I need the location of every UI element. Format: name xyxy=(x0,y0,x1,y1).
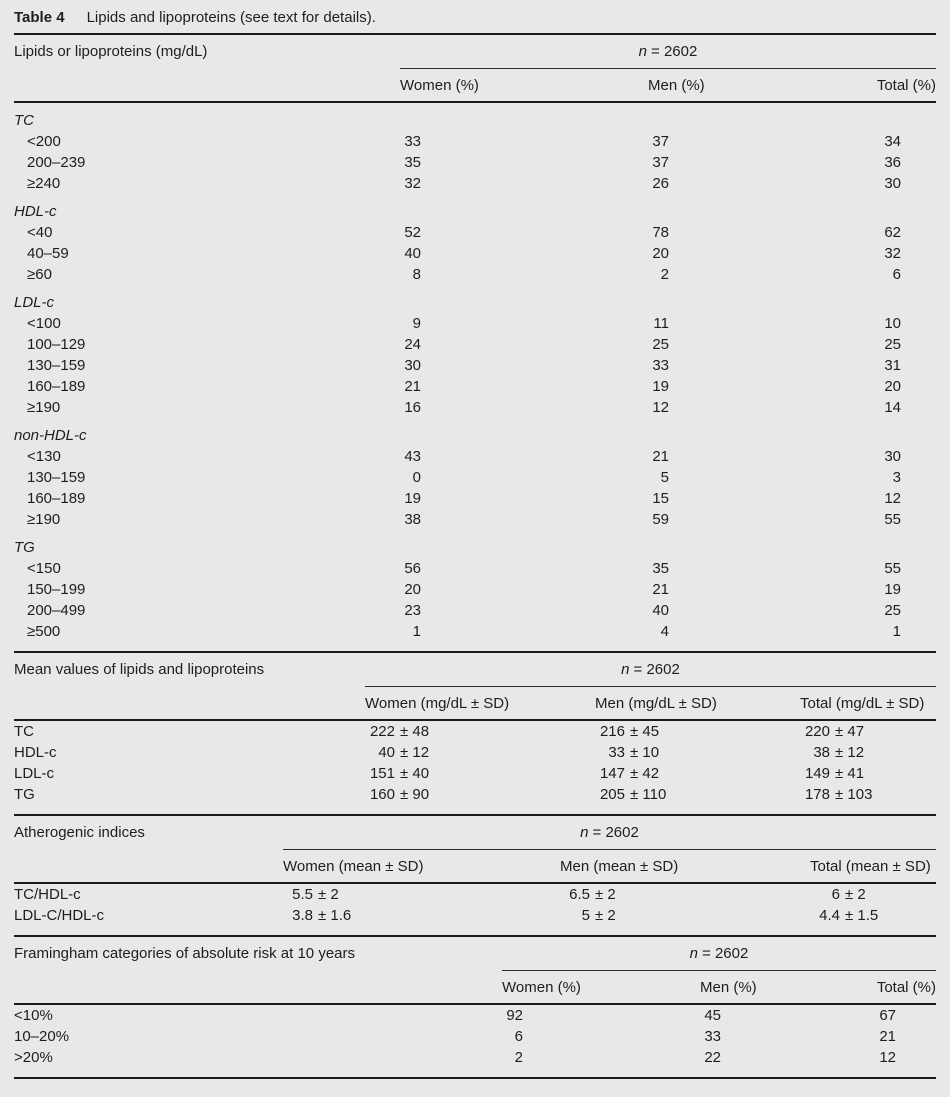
value-number: 220 xyxy=(804,723,830,740)
value-cell-total xyxy=(872,243,936,264)
column-header-spacer xyxy=(14,75,400,96)
value-number: 2 xyxy=(514,1049,523,1066)
row-label: ≥190 xyxy=(27,399,61,416)
value-number: 12 xyxy=(879,1049,896,1066)
section-header-row xyxy=(14,35,936,69)
value-number: 0 xyxy=(412,469,421,486)
table-section xyxy=(14,653,936,816)
value-cell-total xyxy=(872,579,936,600)
value-cell-men xyxy=(648,446,872,467)
table-row xyxy=(14,558,936,579)
column-header-total: Total (mean ± SD) xyxy=(810,858,931,875)
value-number: 25 xyxy=(884,336,901,353)
group-label: non-HDL-c xyxy=(14,427,87,444)
value-cell-total xyxy=(810,905,936,926)
value-number: 25 xyxy=(652,336,669,353)
value-cell-women xyxy=(400,600,648,621)
table-caption-text: Lipids and lipoproteins (see text for details). xyxy=(86,9,376,26)
value-cell-men xyxy=(595,784,800,805)
value-cell-men xyxy=(648,488,872,509)
table-caption xyxy=(14,0,936,35)
value-cell-total xyxy=(800,763,936,784)
value-cell-men xyxy=(648,621,872,642)
value-number: 20 xyxy=(884,378,901,395)
value-number: 21 xyxy=(652,581,669,598)
group-label: LDL-c xyxy=(14,294,55,311)
value-number: 34 xyxy=(884,133,901,150)
table-row xyxy=(14,1026,936,1047)
table-row xyxy=(14,243,936,264)
value-cell-women xyxy=(400,509,648,530)
column-header-total: Total (%) xyxy=(876,77,936,94)
value-cell-women xyxy=(400,313,648,334)
table-row xyxy=(14,579,936,600)
value-cell-men xyxy=(700,1005,875,1026)
value-number: 55 xyxy=(884,511,901,528)
value-cell-women xyxy=(400,222,648,243)
value-sd: ± 2 xyxy=(595,886,616,903)
table-row xyxy=(14,742,936,763)
sample-size xyxy=(400,35,936,69)
value-number: 19 xyxy=(884,581,901,598)
value-number: 3 xyxy=(892,469,901,486)
value-cell-total xyxy=(872,334,936,355)
row-label: ≥190 xyxy=(27,511,61,528)
table-row xyxy=(14,173,936,194)
value-number: 5.5 xyxy=(292,886,313,903)
value-number: 31 xyxy=(884,357,901,374)
value-number: 21 xyxy=(879,1028,896,1045)
section-body xyxy=(14,110,936,653)
n-symbol: n xyxy=(638,43,648,60)
value-number: 178 xyxy=(804,786,830,803)
value-number: 19 xyxy=(652,378,669,395)
n-value: = 2602 xyxy=(592,824,639,841)
value-cell-women xyxy=(502,1047,700,1068)
row-label: ≥60 xyxy=(27,266,52,283)
value-number: 55 xyxy=(884,560,901,577)
value-number: 12 xyxy=(652,399,669,416)
value-cell-men xyxy=(648,264,872,285)
value-number: 33 xyxy=(704,1028,721,1045)
value-sd: ± 48 xyxy=(400,723,430,740)
value-cell-women xyxy=(400,488,648,509)
value-cell-women xyxy=(400,243,648,264)
value-cell-men xyxy=(648,131,872,152)
row-label: 10–20% xyxy=(14,1028,70,1045)
value-number: 20 xyxy=(404,581,421,598)
value-number: 10 xyxy=(884,315,901,332)
value-number: 5 xyxy=(660,469,669,486)
value-cell-women xyxy=(400,355,648,376)
value-cell-women xyxy=(400,558,648,579)
value-sd: ± 1.5 xyxy=(845,907,879,924)
row-label: TG xyxy=(14,786,35,803)
row-label: <10% xyxy=(14,1007,53,1024)
value-cell-men xyxy=(648,397,872,418)
column-header-men: Men (%) xyxy=(700,979,757,996)
value-sd: ± 42 xyxy=(630,765,660,782)
value-sd: ± 41 xyxy=(835,765,865,782)
value-number: 40 xyxy=(404,245,421,262)
value-cell-men xyxy=(648,600,872,621)
value-number: 35 xyxy=(404,154,421,171)
group-label: TG xyxy=(14,539,35,556)
value-number: 9 xyxy=(412,315,421,332)
value-sd: ± 2 xyxy=(845,886,866,903)
value-sd: ± 45 xyxy=(630,723,660,740)
n-value: = 2602 xyxy=(651,43,698,60)
row-label: ≥500 xyxy=(27,623,61,640)
value-number: 160 xyxy=(369,786,395,803)
value-sd: ± 1.6 xyxy=(318,907,352,924)
value-number: 149 xyxy=(804,765,830,782)
section-header: Lipids or lipoproteins (mg/dL) xyxy=(14,43,208,60)
value-number: 14 xyxy=(884,399,901,416)
value-number: 30 xyxy=(884,175,901,192)
value-sd: ± 12 xyxy=(835,744,865,761)
table-row xyxy=(14,600,936,621)
value-number: 38 xyxy=(404,511,421,528)
value-number: 19 xyxy=(404,490,421,507)
sample-size xyxy=(365,653,936,687)
row-label: 130–159 xyxy=(27,357,86,374)
value-cell-men xyxy=(648,579,872,600)
value-cell-men xyxy=(648,243,872,264)
value-cell-women xyxy=(400,131,648,152)
value-cell-total xyxy=(800,721,936,742)
value-cell-men xyxy=(648,173,872,194)
value-cell-total xyxy=(872,376,936,397)
value-cell-men xyxy=(595,721,800,742)
value-cell-women xyxy=(400,467,648,488)
value-cell-men xyxy=(595,763,800,784)
value-number: 37 xyxy=(652,133,669,150)
value-number: 6 xyxy=(831,886,840,903)
value-number: 92 xyxy=(506,1007,523,1024)
table-row xyxy=(14,152,936,173)
table-row xyxy=(14,446,936,467)
value-cell-women xyxy=(400,152,648,173)
value-cell-total xyxy=(872,222,936,243)
value-number: 6 xyxy=(514,1028,523,1045)
value-cell-women xyxy=(400,621,648,642)
value-cell-men xyxy=(700,1047,875,1068)
table-row xyxy=(14,1047,936,1068)
value-number: 1 xyxy=(892,623,901,640)
row-label: >20% xyxy=(14,1049,53,1066)
value-cell-total xyxy=(872,509,936,530)
value-number: 2 xyxy=(660,266,669,283)
value-cell-men xyxy=(595,742,800,763)
section-body xyxy=(14,721,936,816)
column-header-row xyxy=(14,971,936,1005)
column-header-women: Women (%) xyxy=(502,979,581,996)
column-header-row xyxy=(14,850,936,884)
table-number: Table 4 xyxy=(14,9,65,26)
value-number: 40 xyxy=(378,744,395,761)
section-body xyxy=(14,884,936,937)
section-body xyxy=(14,1005,936,1079)
value-number: 40 xyxy=(652,602,669,619)
table-row xyxy=(14,355,936,376)
value-cell-women xyxy=(502,1005,700,1026)
row-label: TC xyxy=(14,723,34,740)
column-header-total: Total (%) xyxy=(876,979,936,996)
value-number: 4.4 xyxy=(819,907,840,924)
value-number: 67 xyxy=(879,1007,896,1024)
value-cell-women xyxy=(365,784,595,805)
n-symbol: n xyxy=(580,824,589,841)
value-cell-men xyxy=(700,1026,875,1047)
value-number: 59 xyxy=(652,511,669,528)
row-label: <200 xyxy=(27,133,61,150)
value-number: 32 xyxy=(404,175,421,192)
row-label: 130–159 xyxy=(27,469,86,486)
value-cell-men xyxy=(648,313,872,334)
value-cell-total xyxy=(875,1005,936,1026)
value-sd: ± 40 xyxy=(400,765,430,782)
row-label: 200–499 xyxy=(27,602,86,619)
value-cell-men xyxy=(648,558,872,579)
value-cell-women xyxy=(400,446,648,467)
column-header-spacer xyxy=(14,977,502,998)
table-row xyxy=(14,334,936,355)
sample-size xyxy=(502,937,936,971)
row-label: 150–199 xyxy=(27,581,86,598)
table-section xyxy=(14,816,936,937)
column-header-men: Men (mg/dL ± SD) xyxy=(595,695,717,712)
value-cell-total xyxy=(872,488,936,509)
row-label: 40–59 xyxy=(27,245,69,262)
table-row xyxy=(14,222,936,243)
value-cell-men xyxy=(648,222,872,243)
value-number: 3.8 xyxy=(292,907,313,924)
value-cell-women xyxy=(365,721,595,742)
row-label: 160–189 xyxy=(27,490,86,507)
value-sd: ± 103 xyxy=(835,786,873,803)
column-header-women: Women (mg/dL ± SD) xyxy=(365,695,510,712)
value-number: 32 xyxy=(884,245,901,262)
table-row xyxy=(14,376,936,397)
value-cell-men xyxy=(648,467,872,488)
value-number: 23 xyxy=(404,602,421,619)
value-cell-total xyxy=(872,621,936,642)
n-value: = 2602 xyxy=(633,661,680,678)
value-number: 8 xyxy=(412,266,421,283)
value-cell-total xyxy=(872,355,936,376)
row-label: 200–239 xyxy=(27,154,86,171)
value-number: 25 xyxy=(884,602,901,619)
row-label: HDL-c xyxy=(14,744,57,761)
section-header-row xyxy=(14,937,936,971)
value-cell-total xyxy=(810,884,936,905)
value-cell-men xyxy=(648,334,872,355)
value-cell-women xyxy=(400,173,648,194)
table-sections xyxy=(14,35,936,1079)
row-label: <40 xyxy=(27,224,53,241)
value-number: 33 xyxy=(652,357,669,374)
n-symbol: n xyxy=(689,945,699,962)
value-number: 30 xyxy=(884,448,901,465)
value-cell-women xyxy=(283,884,560,905)
value-cell-total xyxy=(872,173,936,194)
value-cell-women xyxy=(365,763,595,784)
value-number: 22 xyxy=(704,1049,721,1066)
value-number: 147 xyxy=(599,765,625,782)
row-label: ≥240 xyxy=(27,175,61,192)
value-number: 52 xyxy=(404,224,421,241)
value-number: 26 xyxy=(652,175,669,192)
row-label: <130 xyxy=(27,448,61,465)
column-header-spacer xyxy=(14,856,283,877)
value-number: 56 xyxy=(404,560,421,577)
value-cell-men xyxy=(648,509,872,530)
table-row xyxy=(14,313,936,334)
value-cell-women xyxy=(400,264,648,285)
value-cell-total xyxy=(872,446,936,467)
column-header-row xyxy=(14,687,936,721)
table-row xyxy=(14,721,936,742)
row-label: 160–189 xyxy=(27,378,86,395)
section-header: Mean values of lipids and lipoproteins xyxy=(14,661,265,678)
group-label: HDL-c xyxy=(14,203,57,220)
value-number: 1 xyxy=(412,623,421,640)
column-header-men: Men (%) xyxy=(648,77,705,94)
value-number: 4 xyxy=(660,623,669,640)
value-number: 45 xyxy=(704,1007,721,1024)
row-label: 100–129 xyxy=(27,336,86,353)
value-number: 205 xyxy=(599,786,625,803)
value-sd: ± 10 xyxy=(630,744,660,761)
column-header-spacer xyxy=(14,693,365,714)
table-row xyxy=(14,1005,936,1026)
value-number: 5 xyxy=(581,907,590,924)
value-cell-women xyxy=(502,1026,700,1047)
table-row xyxy=(14,264,936,285)
row-label: <100 xyxy=(27,315,61,332)
value-number: 33 xyxy=(608,744,625,761)
value-cell-total xyxy=(875,1047,936,1068)
value-cell-women xyxy=(400,579,648,600)
value-number: 38 xyxy=(813,744,830,761)
value-cell-total xyxy=(872,600,936,621)
value-sd: ± 110 xyxy=(630,786,667,803)
n-symbol: n xyxy=(621,661,630,678)
value-cell-total xyxy=(800,742,936,763)
value-number: 151 xyxy=(369,765,395,782)
value-cell-total xyxy=(875,1026,936,1047)
table-row xyxy=(14,621,936,642)
value-cell-total xyxy=(872,397,936,418)
table-row xyxy=(14,467,936,488)
row-label: <150 xyxy=(27,560,61,577)
value-sd: ± 90 xyxy=(400,786,430,803)
row-label: LDL-C/HDL-c xyxy=(14,907,105,924)
table-row xyxy=(14,509,936,530)
value-number: 21 xyxy=(652,448,669,465)
value-number: 78 xyxy=(652,224,669,241)
section-header-row xyxy=(14,653,936,687)
value-number: 21 xyxy=(404,378,421,395)
table-row xyxy=(14,905,936,926)
value-number: 216 xyxy=(599,723,625,740)
value-sd: ± 2 xyxy=(595,907,616,924)
sample-size xyxy=(283,816,936,850)
group-label: TC xyxy=(14,112,34,129)
value-cell-men xyxy=(648,355,872,376)
value-number: 16 xyxy=(404,399,421,416)
value-number: 20 xyxy=(652,245,669,262)
table-row xyxy=(14,763,936,784)
n-value: = 2602 xyxy=(702,945,749,962)
row-label: TC/HDL-c xyxy=(14,886,81,903)
section-header: Atherogenic indices xyxy=(14,824,145,841)
value-cell-women xyxy=(400,334,648,355)
row-label: LDL-c xyxy=(14,765,55,782)
value-cell-total xyxy=(872,558,936,579)
value-cell-men xyxy=(560,905,810,926)
value-number: 43 xyxy=(404,448,421,465)
value-cell-men xyxy=(560,884,810,905)
value-number: 11 xyxy=(653,315,669,332)
value-cell-women xyxy=(400,376,648,397)
value-number: 33 xyxy=(404,133,421,150)
column-header-women: Women (%) xyxy=(400,77,479,94)
column-header-men: Men (mean ± SD) xyxy=(560,858,679,875)
value-cell-total xyxy=(872,467,936,488)
value-cell-men xyxy=(648,376,872,397)
value-number: 222 xyxy=(369,723,395,740)
value-number: 37 xyxy=(652,154,669,171)
value-number: 30 xyxy=(404,357,421,374)
table-section xyxy=(14,35,936,653)
value-cell-men xyxy=(648,152,872,173)
value-number: 24 xyxy=(404,336,421,353)
table-row xyxy=(14,784,936,805)
value-cell-women xyxy=(365,742,595,763)
value-number: 36 xyxy=(884,154,901,171)
value-cell-total xyxy=(872,131,936,152)
value-sd: ± 2 xyxy=(318,886,339,903)
value-sd: ± 12 xyxy=(400,744,430,761)
value-cell-total xyxy=(872,264,936,285)
table-row xyxy=(14,488,936,509)
table-row xyxy=(14,884,936,905)
value-number: 15 xyxy=(652,490,669,507)
section-header-row xyxy=(14,816,936,850)
table-row xyxy=(14,397,936,418)
value-cell-women xyxy=(283,905,560,926)
value-number: 12 xyxy=(884,490,901,507)
value-number: 35 xyxy=(652,560,669,577)
value-number: 6.5 xyxy=(569,886,590,903)
value-cell-total xyxy=(872,313,936,334)
column-header-row xyxy=(14,69,936,103)
column-header-women: Women (mean ± SD) xyxy=(283,858,424,875)
value-number: 6 xyxy=(892,266,901,283)
section-header: Framingham categories of absolute risk at 10 years xyxy=(14,945,355,962)
value-cell-total xyxy=(872,152,936,173)
value-cell-total xyxy=(800,784,936,805)
table-section xyxy=(14,937,936,1079)
value-number: 62 xyxy=(884,224,901,241)
value-sd: ± 47 xyxy=(835,723,865,740)
value-cell-women xyxy=(400,397,648,418)
column-header-total: Total (mg/dL ± SD) xyxy=(800,695,925,712)
table-row xyxy=(14,131,936,152)
